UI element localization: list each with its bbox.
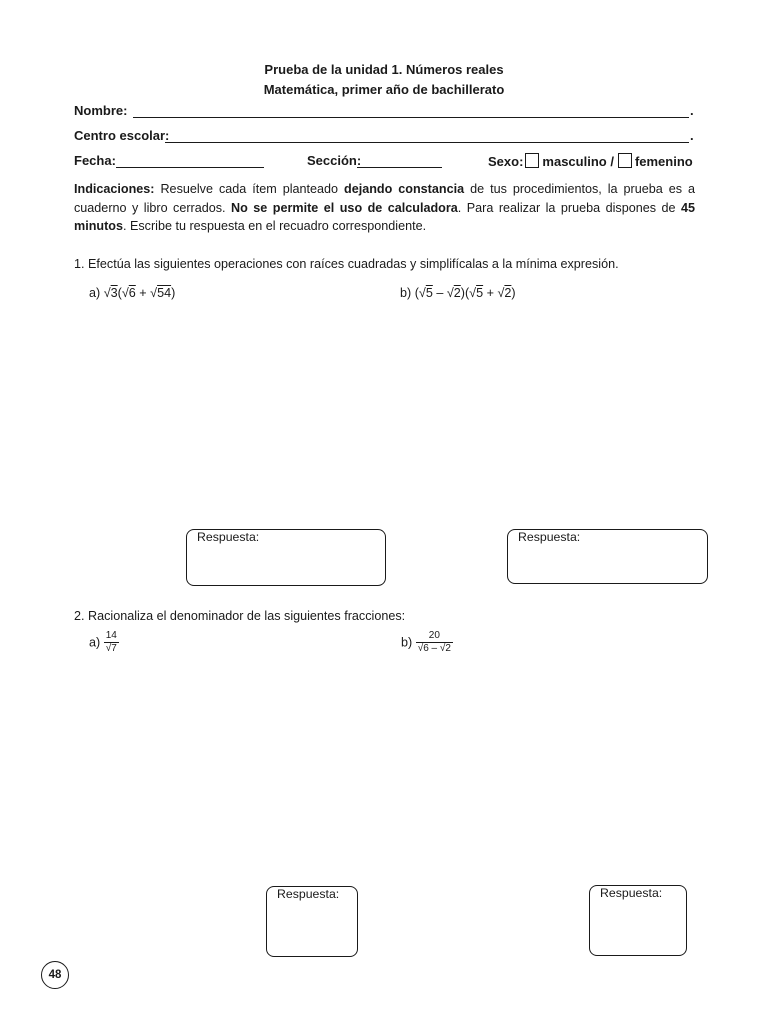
item-label: a) [89,635,104,650]
school-field-line[interactable] [165,128,689,143]
paren: ( [117,286,122,300]
radicand: 2 [504,286,512,300]
radicand: 2 [445,643,451,654]
name-label: Nombre: [74,103,128,118]
radicand: 3 [110,286,118,300]
fraction [416,630,453,655]
page-number: 48 [41,961,69,989]
instructions-text-3: . Para realizar la prueba dispones de [457,200,681,215]
radical-sign: √ [439,643,446,654]
question-1a-expression [89,286,175,300]
radical-sign: √ [150,286,158,300]
radical-sign: √ [446,286,454,300]
question-2a-expression [89,630,119,655]
female-option-label: femenino [634,154,693,169]
paren: )( [460,286,470,300]
radical-sign: √ [418,286,426,300]
male-option-label: masculino / [542,154,614,169]
radicand: 5 [425,286,433,300]
operator: + [483,286,498,300]
fraction [104,630,119,655]
answer-label: Respuesta: [518,530,581,544]
denominator [416,643,453,655]
instructions-text-1: Resuelve cada ítem planteado [154,182,345,196]
operator: – [432,286,447,300]
radical-sign: √ [417,643,424,654]
radical-sign: √ [497,286,505,300]
instructions-bold-1: dejando constancia [344,182,465,196]
radicand: 6 [128,286,136,300]
answer-box-1a[interactable] [186,529,386,586]
answer-box-2b[interactable] [589,885,687,956]
radicand: 7 [111,643,117,654]
answer-label: Respuesta: [197,530,260,544]
item-label: a) [89,286,104,300]
operator: – [428,643,440,654]
instructions-bold-3: 45 minutos [74,200,695,233]
course-subtitle: Matemática, primer año de bachillerato [263,82,505,97]
female-checkbox[interactable] [618,153,632,168]
radical-sign: √ [105,643,112,654]
numerator: 14 [105,630,117,641]
operator: + [135,286,151,300]
question-2b-expression [401,630,453,655]
answer-label: Respuesta: [277,887,340,901]
radicand: 54 [157,286,172,300]
sex-label: Sexo: [488,154,524,169]
question-2-prompt: 2. Racionaliza el denominador de las siguientes fracciones: [74,609,406,623]
section-label: Sección: [307,153,362,168]
school-label: Centro escolar: [74,128,170,143]
question-1b-expression [400,286,516,300]
sex-group [488,153,693,169]
radical-sign: √ [469,286,477,300]
test-title: Prueba de la unidad 1. Números reales [264,62,504,77]
radical-sign: √ [103,286,111,300]
radicand: 6 [423,643,429,654]
item-label: b) [401,635,416,650]
answer-label: Respuesta: [600,886,663,900]
date-field-line[interactable] [116,153,264,168]
numerator: 20 [416,630,453,643]
instructions-label: Indicaciones: [74,182,155,196]
denominator [104,643,119,655]
question-1-prompt: 1. Efectúa las siguientes operaciones con raíces cuadradas y simplifícalas a la mínima expresión. [74,257,619,271]
radical-sign: √ [121,286,129,300]
date-label: Fecha: [74,153,116,168]
male-checkbox[interactable] [525,153,539,168]
name-field-line[interactable] [133,103,689,118]
paren: ) [171,286,176,300]
name-line-end: . [690,103,694,118]
section-field-line[interactable] [357,153,442,168]
item-label: b) ( [400,286,419,300]
school-line-end: . [690,128,694,143]
paren: ) [511,286,516,300]
answer-box-2a[interactable] [266,886,358,957]
radicand: 2 [453,286,461,300]
instructions-text-2: de tus procedimientos, la prueba es a cuaderno y libro cerrados. [74,182,695,215]
radicand: 5 [476,286,484,300]
instructions-paragraph [74,180,695,236]
instructions-bold-2: No se permite el uso de calculadora [231,200,458,215]
answer-box-1b[interactable] [507,529,708,584]
instructions-text-4: . Escribe tu respuesta en el recuadro correspondiente. [122,219,427,233]
